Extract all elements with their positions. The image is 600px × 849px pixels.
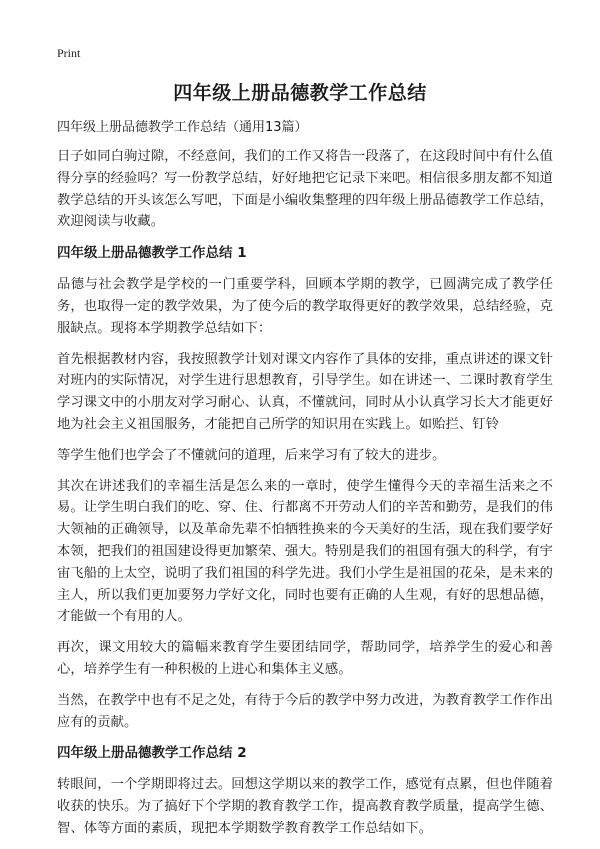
paragraph: 首先根据教材内容，我按照教学计划对课文内容作了具体的安排，重点讲述的课文针对班内的实际情况，对学生进行思想教育，引导学生。如在讲述一、二课时教育学生学习课文中的小朋友对学习耐心、认真，不懂就问，同时从小认真学习长大才能更好地为社会主义祖国服务，才能把自己所学的知识用在实践上。如贻拦、钉铃 [57, 351, 553, 432]
paragraph: 转眼间，一个学期即将过去。回想这学期以来的教学工作，感觉有点累，但也伴随着收获的快乐。为了搞好下个学期的教育教学工作，提高教育教学质量，提高学生德、智、体等方面的素质，现把本学期数学教育教学工作总结如下。 [57, 777, 553, 836]
paragraph: 品德与社会教学是学校的一门重要学科，回顾本学期的教学，已圆满完成了教学任务，也取得一定的教学效果，为了使今后的教学取得更好的教学效果，总结经验，克服缺点。现将本学期教学总结如下： [57, 277, 553, 336]
section-heading-2: 四年级上册品德教学工作总结 2 [57, 745, 247, 762]
page-title: 四年级上册品德教学工作总结 [173, 82, 427, 104]
document-body [57, 118, 553, 849]
document-subtitle: 四年级上册品德教学工作总结（通用13篇） [57, 120, 308, 135]
paragraph: 再次，课文用较大的篇幅来教育学生要团结同学，帮助同学，培养学生的爱心和善心，培养学生有一种积极的上进心和集体主义感。 [57, 640, 553, 677]
print-link[interactable]: Print [57, 46, 81, 60]
section-heading-1: 四年级上册品德教学工作总结 1 [57, 245, 247, 262]
intro-paragraph: 日子如同白驹过隙，不经意间，我们的工作又将告一段落了，在这段时间中有什么值得分享的经验吗？写一份教学总结，好好地把它记录下来吧。相信很多朋友都不知道教学总结的开头该怎么写吧，下面是小编收集整理的四年级上册品德教学工作总结，欢迎阅读与收藏。 [57, 149, 553, 230]
paragraph: 等学生他们也学会了不懂就问的道理，后来学习有了较大的进步。 [57, 447, 446, 463]
paragraph: 其次在讲述我们的幸福生活是怎么来的一章时，使学生懂得今天的幸福生活来之不易。让学生明白我们的吃、穿、住、行都离不开劳动人们的辛苦和勤劳，是我们的伟大领袖的正确领导，以及革命先辈不怕牺牲换来的今天美好的生活，现在我们要学好本领，把我们的祖国建设得更加繁荣、强大。特别是我们的祖国有强大的科学，有宇宙飞船的上太空，说明了我们祖国的科学先进。我们小学生是祖国的花朵，是未来的主人，所以我们更加要努力学好文化，同时也要有正确的人生观，有好的思想品德，才能做一个有用的人。 [57, 478, 553, 625]
paragraph: 当然，在教学中也有不足之处，有待于今后的教学中努力改进，为教育教学工作作出应有的贡献。 [57, 692, 553, 730]
